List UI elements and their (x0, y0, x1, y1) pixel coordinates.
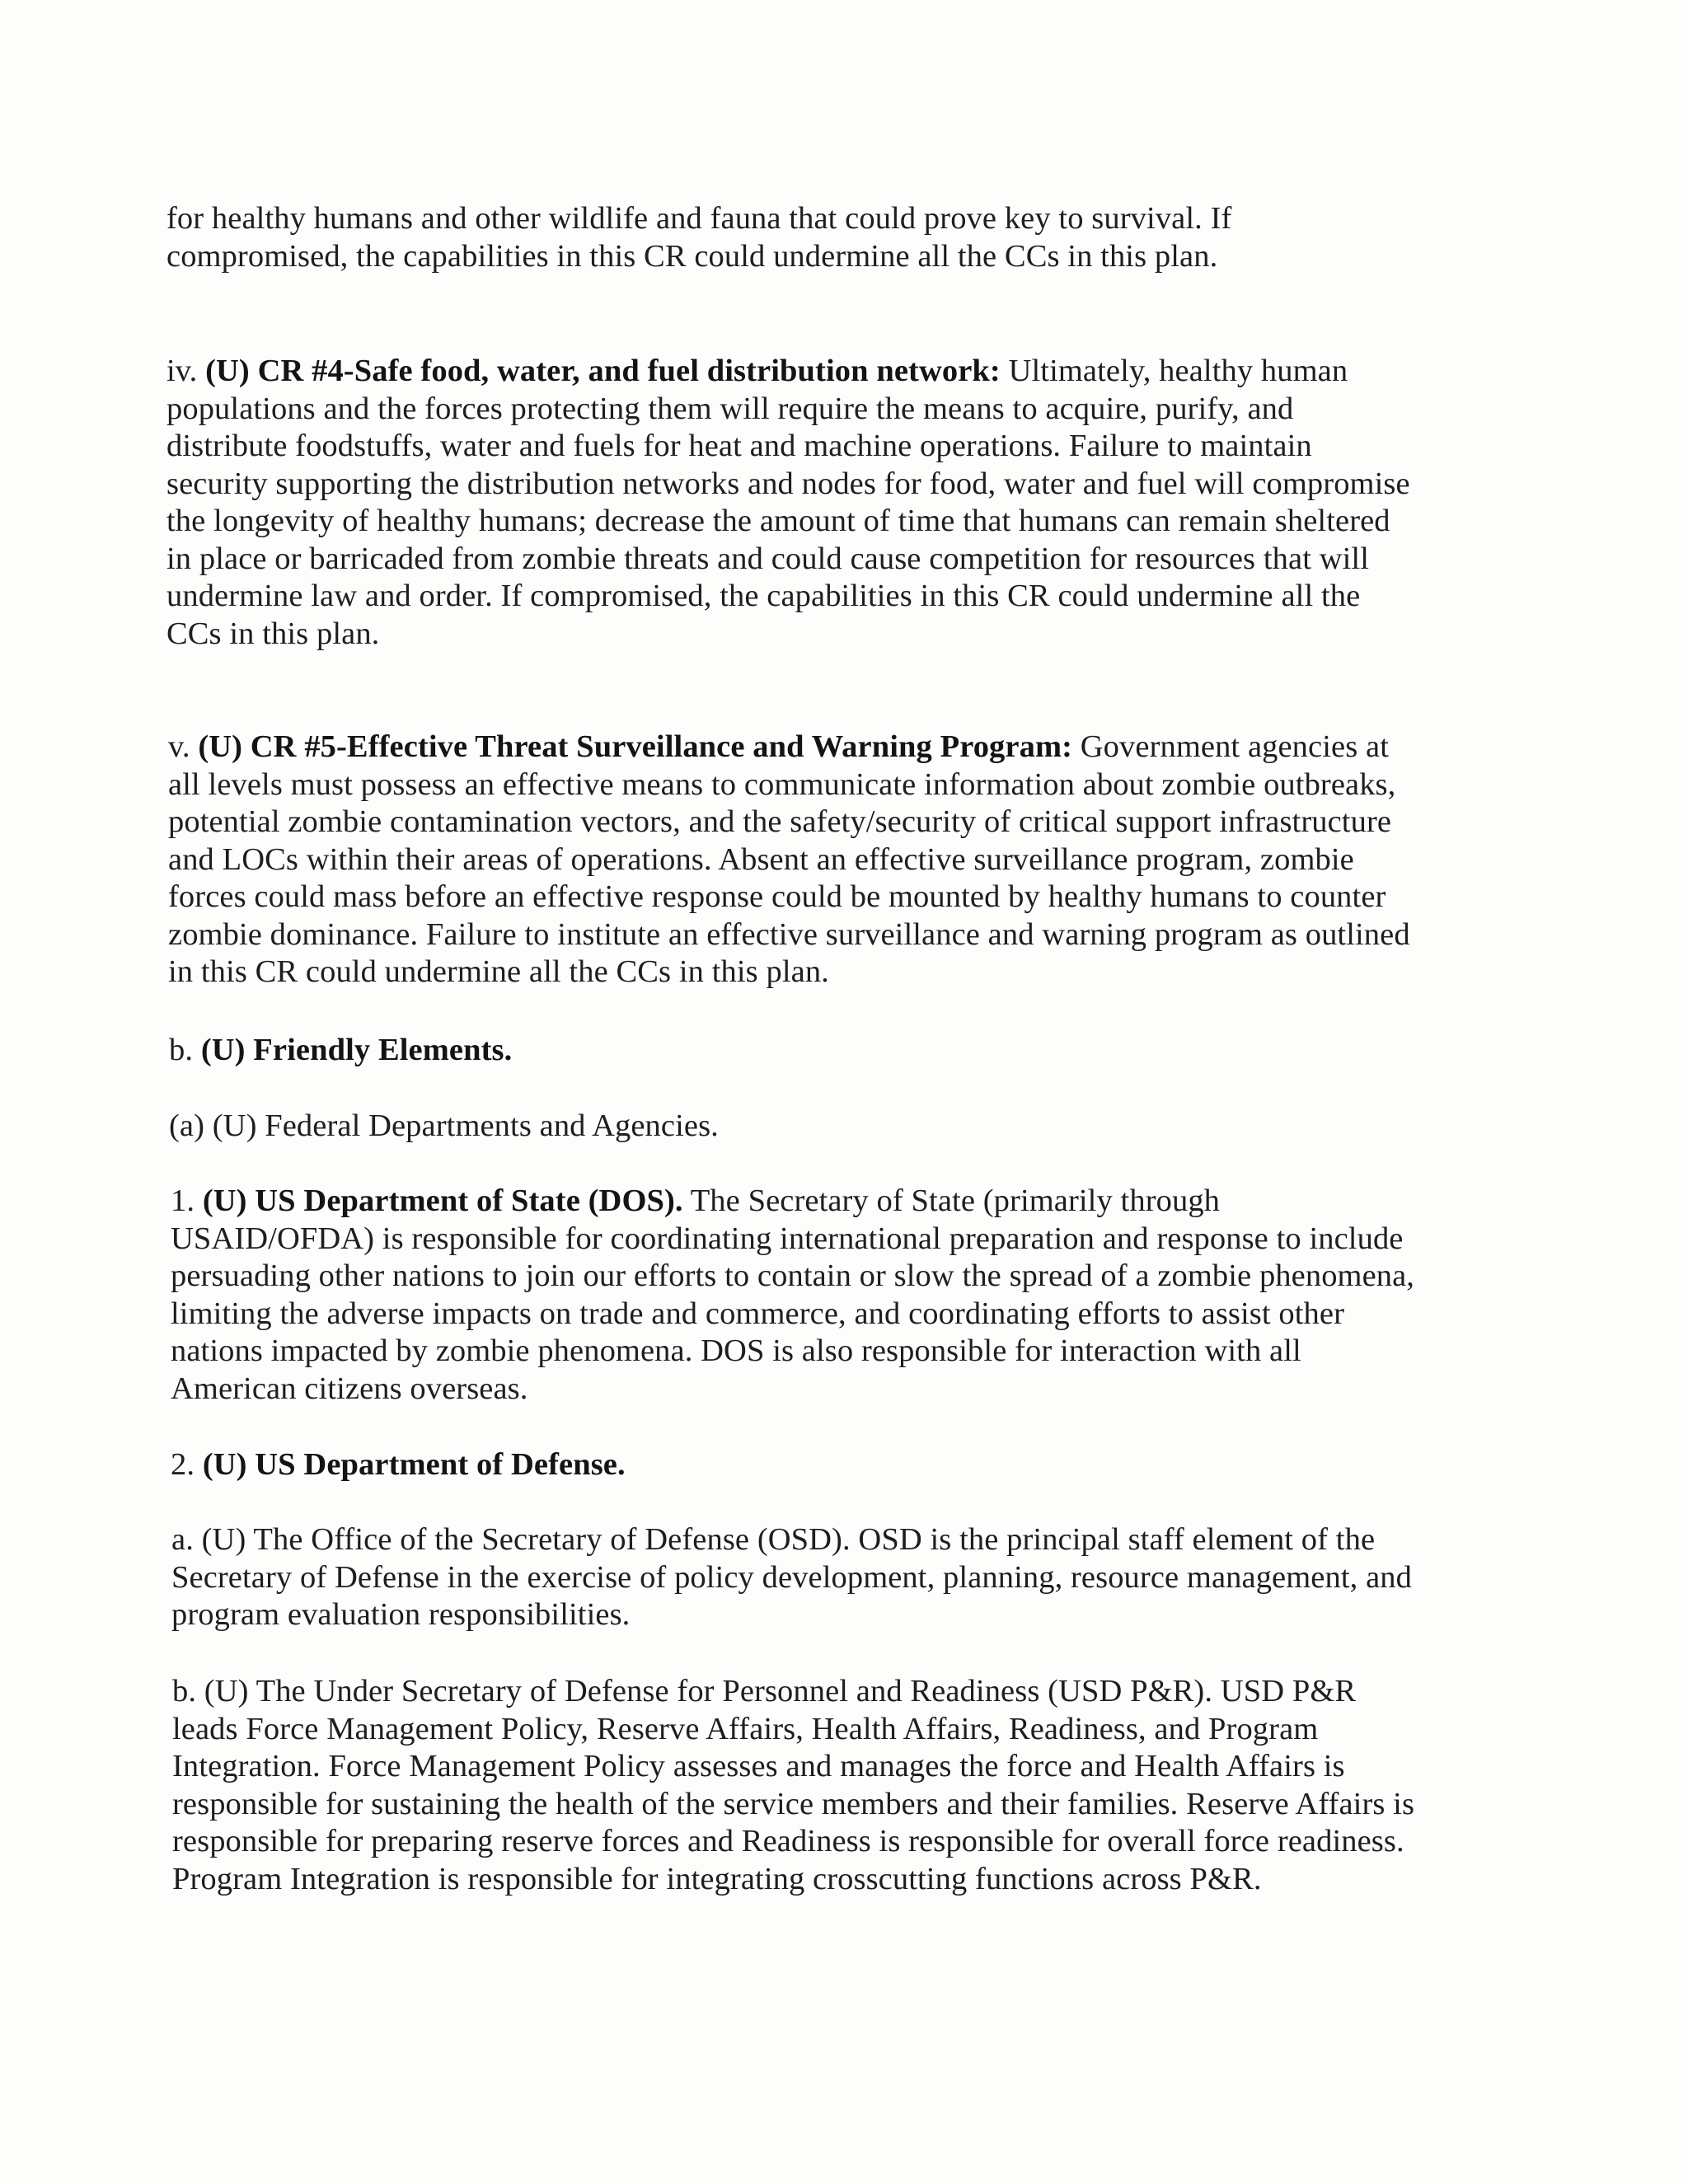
text-line: and LOCs within their areas of operations. Absent an effective surveillance program, zombie (168, 841, 1354, 877)
text-line: (a) (U) Federal Departments and Agencies. (169, 1108, 719, 1143)
text-line: Secretary of Defense in the exercise of policy development, planning, resource management, and (171, 1559, 1412, 1595)
paragraph-dos (171, 1183, 1414, 1408)
paragraph-number: 1. (171, 1183, 195, 1218)
text-line: responsible for preparing reserve forces and Readiness is responsible for overall force readiness. (172, 1824, 1404, 1858)
text-line: limiting the adverse impacts on trade and commerce, and coordinating efforts to assist other (171, 1296, 1345, 1331)
text-line: USAID/OFDA) is responsible for coordinating international preparation and response to include (171, 1221, 1404, 1256)
text-line: in this CR could undermine all the CCs in this plan. (168, 954, 829, 989)
text-line: the longevity of healthy humans; decrease the amount of time that humans can remain sheltered (166, 504, 1390, 538)
paragraph-number: b. (169, 1033, 194, 1067)
paragraph-number: v. (168, 729, 190, 764)
paragraph-usd-pr (172, 1673, 1414, 1898)
text-line: compromised, the capabilities in this CR could undermine all the CCs in this plan. (166, 238, 1218, 274)
paragraph-cr5 (168, 729, 1410, 991)
text-line: zombie dominance. Failure to institute an effective surveillance and warning program as outlined (168, 916, 1410, 952)
paragraph-osd (171, 1521, 1412, 1634)
text-line: Program Integration is responsible for integrating crosscutting functions across P&R. (172, 1861, 1262, 1896)
text-line: leads Force Management Policy, Reserve Affairs, Health Affairs, Readiness, and Program (172, 1711, 1319, 1746)
paragraph-number: iv. (166, 354, 198, 388)
paragraph-dod-heading (171, 1446, 626, 1484)
paragraph-first-line (171, 1183, 1414, 1221)
paragraph-first-line (168, 729, 1410, 766)
text-line: persuading other nations to join our efforts to contain or slow the spread of a zombie phenomena, (171, 1258, 1415, 1293)
text-line: undermine law and order. If compromised, the capabilities in this CR could undermine all the (166, 579, 1361, 613)
text-line: all levels must possess an effective means to communicate information about zombie outbreaks, (168, 766, 1396, 802)
paragraph-cr3-continuation (166, 200, 1231, 275)
text-line: Integration. Force Management Policy assesses and manages the force and Health Affairs is (172, 1749, 1345, 1783)
text-line: program evaluation responsibilities. (171, 1597, 631, 1632)
paragraph-heading: (U) Friendly Elements. (200, 1033, 513, 1067)
text-line: CCs in this plan. (166, 616, 380, 651)
paragraph-heading: (U) US Department of State (DOS). (202, 1183, 683, 1218)
text-line: potential zombie contamination vectors, and the safety/security of critical support infrastructure (168, 804, 1392, 839)
text-line: forces could mass before an effective response could be mounted by healthy humans to counter (168, 879, 1386, 914)
text-line: nations impacted by zombie phenomena. DOS is also responsible for interaction with all (171, 1333, 1301, 1368)
heading-line (171, 1446, 626, 1484)
text-line: security supporting the distribution networks and nodes for food, water and fuel will compromise (166, 466, 1410, 501)
paragraph-heading: (U) US Department of Defense. (202, 1447, 626, 1482)
paragraph-heading: (U) CR #5-Effective Threat Surveillance and Warning Program: (198, 729, 1073, 764)
subsection-heading-federal (169, 1108, 719, 1146)
paragraph-first-line (166, 353, 1410, 391)
text-line: distribute foodstuffs, water and fuels for heat and machine operations. Failure to maintain (166, 429, 1312, 463)
paragraph-text: The Secretary of State (primarily through (690, 1183, 1221, 1218)
text-line: for healthy humans and other wildlife and fauna that could prove key to survival. If (166, 201, 1232, 236)
section-heading-friendly-elements (169, 1032, 512, 1070)
paragraph-text: Ultimately, healthy human (1008, 354, 1348, 388)
text-line: responsible for sustaining the health of the service members and their families. Reserve Affairs is (172, 1786, 1415, 1821)
text-line: in place or barricaded from zombie threats and could cause competition for resources that will (166, 541, 1370, 576)
paragraph-number: 2. (171, 1447, 195, 1482)
paragraph-cr4 (166, 353, 1410, 653)
text-line: American citizens overseas. (171, 1371, 528, 1406)
paragraph-heading: (U) CR #4-Safe food, water, and fuel distribution network: (205, 354, 1001, 388)
text-line: populations and the forces protecting them will require the means to acquire, purify, and (166, 391, 1294, 426)
text-line: b. (U) The Under Secretary of Defense for Personnel and Readiness (USD P&R). USD P&R (172, 1674, 1357, 1708)
text-line: a. (U) The Office of the Secretary of Defense (OSD). OSD is the principal staff element of the (171, 1522, 1376, 1557)
paragraph-text: Government agencies at (1080, 729, 1389, 764)
heading-line (169, 1032, 512, 1070)
